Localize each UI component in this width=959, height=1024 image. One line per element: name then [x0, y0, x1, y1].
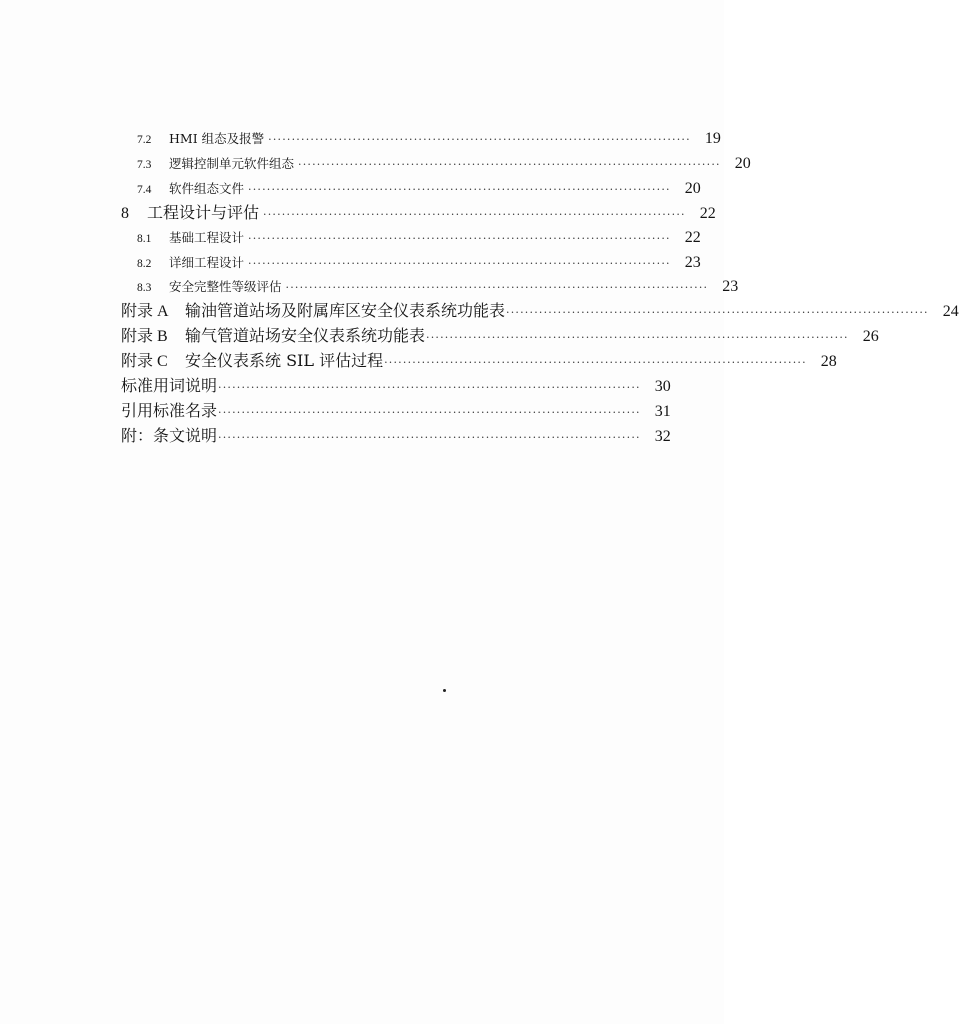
toc-entry-terminology[interactable] [121, 374, 671, 398]
toc-leader-dots: ·························································································· [218, 381, 641, 394]
toc-entry-page: 32 [654, 428, 671, 445]
toc-leader-dots: ·························································································· [384, 356, 807, 369]
toc-entry-number: 7.3 [137, 159, 152, 171]
toc-leader-dots: ·························································································· [248, 183, 671, 196]
toc-entry-page: 24 [942, 303, 959, 320]
toc-leader-dots: ·························································································· [268, 133, 691, 146]
toc-entry-number: 8.1 [137, 233, 152, 245]
toc-entry-title: 详细工程设计 [169, 255, 245, 270]
toc-entry-title: 安全完整性等级评估 [169, 279, 282, 294]
toc-entry-8[interactable] [121, 201, 716, 225]
toc-entry-page: 22 [684, 229, 701, 246]
toc-leader-dots: ·························································································· [263, 208, 686, 221]
toc-entry-page: 30 [654, 378, 671, 395]
toc-entry-appendix-b[interactable] [121, 324, 879, 348]
toc-entry-page: 19 [704, 130, 721, 147]
toc-entry-7-2[interactable] [137, 127, 721, 151]
toc-leader-dots: ·························································································· [285, 281, 709, 294]
toc-entry-title: 输气管道站场安全仪表系统功能表 [185, 326, 426, 345]
toc-entry-explanation[interactable] [121, 424, 671, 448]
toc-entry-page: 28 [820, 353, 837, 370]
toc-leader-dots: ·························································································· [218, 406, 641, 419]
toc-entry-page: 20 [684, 180, 701, 197]
toc-entry-8-3[interactable] [137, 275, 739, 299]
toc-entry-8-2[interactable] [137, 251, 701, 275]
toc-leader-dots: ·························································································· [218, 431, 641, 444]
toc-leader-dots: ·························································································· [506, 306, 929, 319]
toc-entry-number: 7.4 [137, 184, 152, 196]
toc-entry-title: 输油管道站场及附属库区安全仪表系统功能表 [185, 301, 506, 320]
toc-entry-title: 标准用词说明 [121, 376, 218, 395]
toc-leader-dots: ·························································································· [298, 158, 721, 171]
toc-leader-dots: ·························································································· [426, 331, 849, 344]
toc-entry-page: 23 [722, 278, 739, 295]
toc-entry-7-4[interactable] [137, 177, 701, 201]
toc-entry-number: 附录 C [121, 353, 168, 370]
toc-entry-page: 31 [654, 403, 671, 420]
toc-entry-title: 工程设计与评估 [147, 203, 260, 222]
toc-entry-title: 基础工程设计 [169, 230, 245, 245]
toc-leader-dots: ·························································································· [248, 232, 671, 245]
toc-entry-page: 20 [734, 155, 751, 172]
toc-entry-referenced-standards[interactable] [121, 399, 671, 423]
toc-entry-8-1[interactable] [137, 226, 701, 250]
toc-entry-appendix-c[interactable] [121, 349, 837, 373]
toc-entry-number: 附录 B [121, 328, 168, 345]
toc-entry-number: 8 [121, 205, 129, 222]
toc-entry-number: 8.2 [137, 258, 152, 270]
toc-entry-number: 附录 A [121, 303, 169, 320]
toc-entry-title: 附：条文说明 [121, 426, 218, 445]
toc-entry-title: 安全仪表系统 SIL 评估过程 [185, 351, 384, 370]
toc-entry-title: 引用标准名录 [121, 401, 218, 420]
toc-entry-page: 22 [699, 205, 716, 222]
toc-entry-page: 23 [684, 254, 701, 271]
toc-entry-appendix-a[interactable] [121, 299, 959, 323]
toc-entry-number: 8.3 [137, 282, 152, 294]
toc-entry-title: 软件组态文件 [169, 181, 245, 196]
toc-entry-page: 26 [862, 328, 879, 345]
toc-entry-number: 7.2 [137, 134, 152, 146]
toc-entry-title: 逻辑控制单元软件组态 [169, 156, 295, 171]
toc-entry-title: HMI 组态及报警 [169, 131, 265, 146]
toc-leader-dots: ·························································································· [248, 257, 671, 270]
toc-entry-7-3[interactable] [137, 152, 751, 176]
scan-speck [443, 689, 446, 692]
